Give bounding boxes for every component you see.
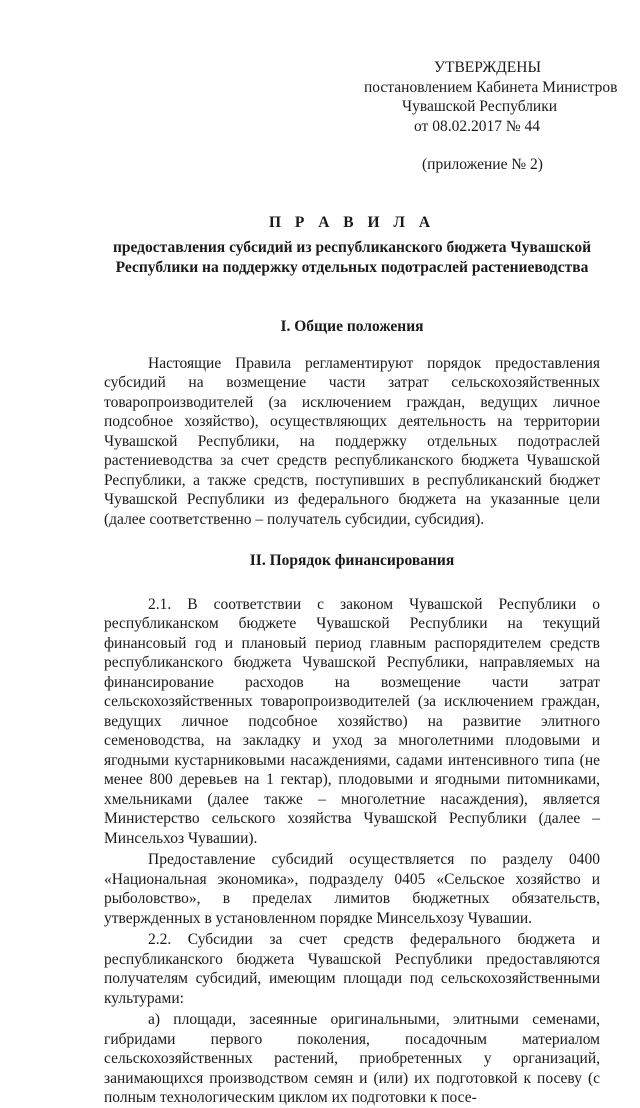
section-2-paragraph-4: а) площади, засеянные оригинальными, элитными семенами, гибридами первого поколения, посадочным материалом сельскохозяйственных растений, приобретенных у организаций, занимающихся производством семян и (или) их подготовкой к посеву (с полным технологическим циклом их подготовки к посе- [104, 1011, 600, 1106]
document-title: П Р А В И Л А [268, 213, 436, 231]
section-1-paragraph-1: Настоящие Правила регламентируют порядок предоставления субсидий на возмещение части затрат сельскохозяйственных товаропроизводителей (за исключением граждан, ведущих личное подсобное хозяйство), осуществляющих деятельность на территории Чувашской Республики, на поддержку отдельных подотраслей растениеводства за счет средств республиканского бюджета Чувашской Республики, а также средств, поступивших в республиканский бюджет Чувашской Республики из федерального бюджета на указанные цели (далее соответственно – получатель субсидии, субсидия). [104, 354, 600, 528]
approval-line-1: постановлением Кабинета Министров [364, 78, 618, 96]
approval-line-2: Чувашской Республики [402, 98, 558, 115]
section-2-paragraph-2: Предоставление субсидий осуществляется по разделу 0400 «Национальная экономика», подразделу 0405 «Сельское хозяйство и рыболовство», в пределах лимитов бюджетных обязательств, утвержденных в установленном порядке Минсельхозу Чувашии. [104, 851, 600, 927]
approval-line-3: от 08.02.2017 № 44 [414, 117, 540, 135]
section-2-paragraph-3: 2.2. Субсидии за счет средств федерального бюджета и республиканского бюджета Чувашской Республики предоставляются получателям субсидий, имеющим площади под сельскохозяйственными культурами: [104, 931, 600, 1007]
appendix-note: (приложение № 2) [422, 156, 543, 173]
approval-heading: УТВЕРЖДЕНЫ [434, 59, 541, 76]
document-subtitle: предоставления субсидий из республиканского бюджета Чувашской Республики на поддержку отдельных подотраслей растениеводства [112, 239, 592, 276]
section-2-heading: II. Порядок финансирования [249, 552, 455, 569]
section-2-paragraph-1: 2.1. В соответствии с законом Чувашской Республики о республиканском бюджете Чувашской Республики на текущий финансовый год и плановый период главным распорядителем средств республиканского бюджета Чувашской Республики, направляемых на финансирование расходов на возмещение части затрат сельскохозяйственных товаропроизводителей (за исключением граждан, ведущих личное подсобное хозяйство) на развитие элитного семеноводства, на закладку и уход за многолетними плодовыми и ягодными кустарниковыми насаждениями, садами интенсивного типа (не менее 800 деревьев на 1 гектар), плодовыми и ягодными питомниками, хмельниками (далее также – многолетние насаждения), является Министерство сельского хозяйства Чувашской Республики (далее – Минсельхоз Чувашии). [104, 595, 600, 847]
approval-block [364, 58, 618, 136]
section-1-heading: I. Общие положения [280, 318, 424, 335]
